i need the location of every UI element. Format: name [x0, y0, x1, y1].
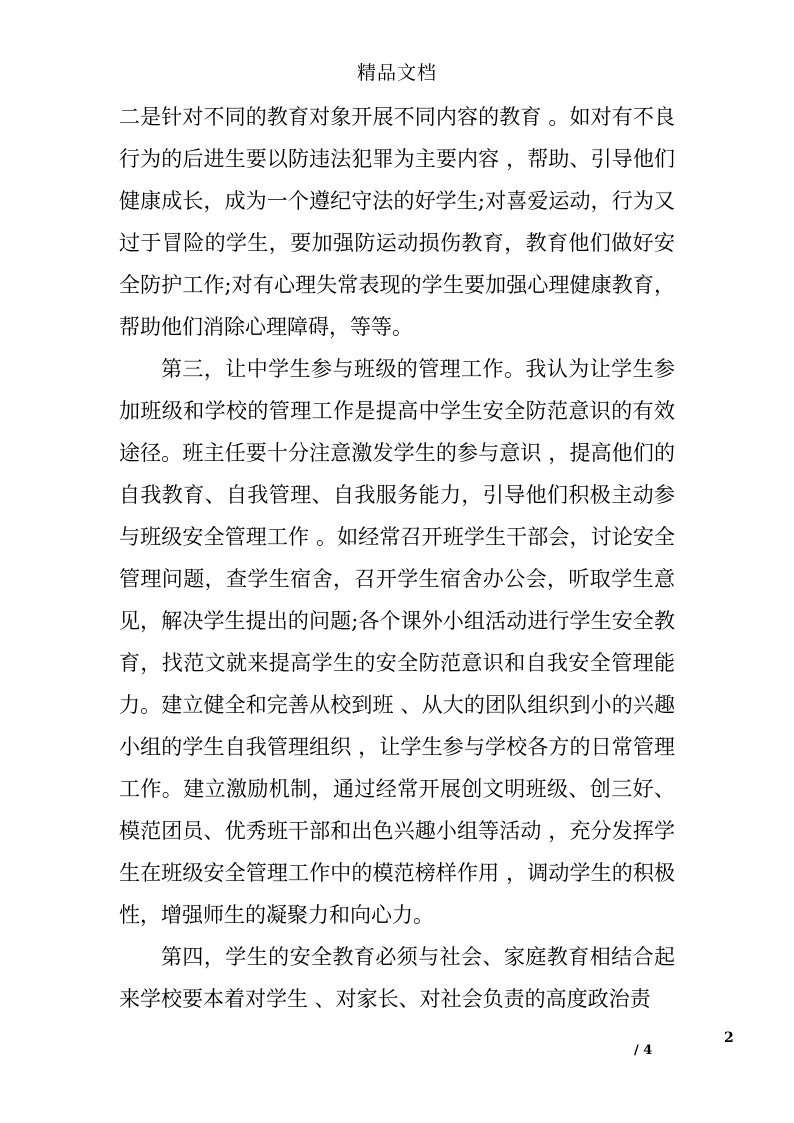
- paragraph-3: 第四，学生的安全教育必须与社会、家庭教育相结合起来学校要本着对学生 、对家长、对社会负责的高度政治责: [119, 945, 675, 1011]
- document-body: [119, 96, 675, 1020]
- paragraph-1: 二是针对不同的教育对象开展不同内容的教育 。如对有不良行为的后进生要以防违法犯罪为主要内容 ，帮助、引导他们健康成长，成为一个遵纪守法的好学生;对喜爱运动，行为又过于冒险的学生，要加强防运动损伤教育，教育他们做好安全防护工作;对有心理失常表现的学生要加强心理健康教育，帮助他们消除心理障碍，等等。: [119, 105, 675, 339]
- page-total: / 4: [634, 1043, 653, 1058]
- page-number: 2: [724, 1030, 734, 1046]
- paragraph-2: 第三，让中学生参与班级的管理工作。我认为让学生参加班级和学校的管理工作是提高中学生安全防范意识的有效途径。班主任要十分注意激发学生的参与意识 ，提高他们的自我教育、自我管理、自我服务能力，引导他们积极主动参与班级安全管理工作 。如经常召开班学生干部会，讨论安全管理问题，查学生宿舍，召开学生宿舍办公会，听取学生意见，解决学生提出的问题;各个课外小组活动进行学生安全教育，找范文就来提高学生的安全防范意识和自我安全管理能力。建立健全和完善从校到班 、从大的团队组织到小的兴趣小组的学生自我管理组织 ，让学生参与学校各方的日常管理工作。建立激励机制，通过经常开展创文明班级、创三好、模范团员、优秀班干部和出色兴趣小组等活动 ，充分发挥学生在班级安全管理工作中的模范榜样作用 ，调动学生的积极性，增强师生的凝聚力和向心力。: [119, 357, 675, 927]
- page-header: 精品文档: [356, 62, 437, 84]
